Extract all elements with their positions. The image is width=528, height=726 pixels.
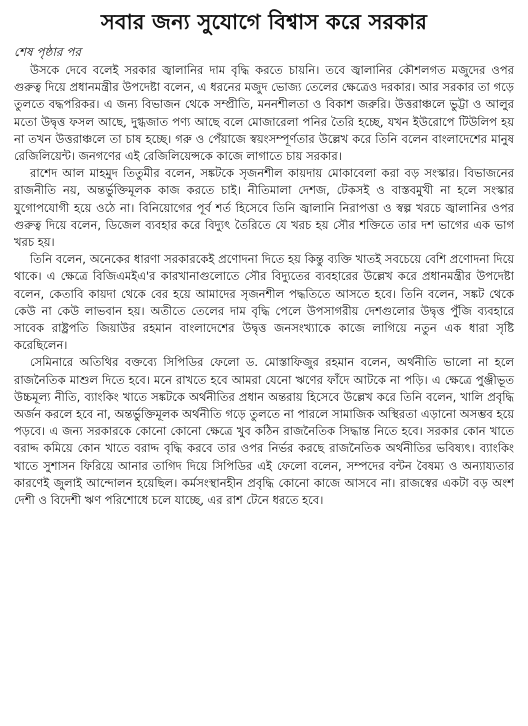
article-paragraph-1: উসকে দেবে বলেই সরকার জ্বালানির দাম বৃদ্ধি করতে চায়নি। তবে জ্বালানির কৌশলগত মজুদের ওপর গুরুত্ব দিয়ে প্রধানমন্ত্রীর উপদেষ্টা বলেন, এ ধরনের মজুদ ভোজ্য তেলের ক্ষেত্রেও দরকার। আর সরকার তা গড়ে তুলতে বদ্ধপরিকর। এ জন্য বিভাজন থেকে সম্প্রীতি, মননশীলতা ও বিকাশ জরুরি। উত্তরাঞ্চলে ভুট্টা ও আলুর মতো উদ্বৃত্ত ফসল আছে, দুগ্ধজাত পণ্য আছে বলে মোজারেলা পনির তৈরি হচ্ছে, যখন ইউরোপে টিউলিপ হয় না তখন উত্তরাঞ্চলে তা চাষ হচ্ছে। গরু ও পেঁয়াজে স্বয়ংসম্পূর্ণতার উল্লেখ করে তিনি বলেন বাংলাদেশের মানুষ রেজিলিয়েন্ট। জনগণের এই রেজিলিয়েন্সকে কাজে লাগাতে চায় সরকার। <box>14 63 514 164</box>
article-paragraph-3: তিনি বলেন, অনেকের ধারণা সরকারকেই প্রণোদনা দিতে হয় কিন্তু ব্যক্তি খাতই সবচেয়ে বেশি প্রণোদনা দিয়ে থাকে। এ ক্ষেত্রে বিজিএমইএ'র কারখানাগুলোতে সৌর বিদ্যুতের ব্যবহারের উল্লেখ করে প্রধানমন্ত্রীর উপদেষ্টা বলেন, কেতাবি কায়দা থেকে বের হয়ে আমাদের সৃজনশীল পদ্ধতিতে আসতে হবে। তিনি বলেন, সঙ্কট থেকে কেউ না কেউ লাভবান হয়। অতীতে তেলের দাম বৃদ্ধি পেলে উপসাগরীয় দেশগুলোর উদ্বৃত্ত পুঁজি ব্যবহারে সাবেক রাষ্ট্রপতি জিয়াউর রহমান বাংলাদেশের উদ্বৃত্ত জনসংখ্যাকে কাজে লাগিয়ে নতুন এক ধারা সৃষ্টি করেছিলেন। <box>14 252 514 353</box>
article-body <box>14 62 514 509</box>
article-paragraph-4: সেমিনারে অতিথির বক্তব্যে সিপিডির ফেলো ড. মোস্তাফিজুর রহমান বলেন, অর্থনীতি ভালো না হলে রাজনৈতিক মাশুল দিতে হবে। মনে রাখতে হবে আমরা যেনো ঋণের ফাঁদে আটকে না পড়ি। এ ক্ষেত্রে পুঞ্জীভূত উচ্চমূল্য নীতি, ব্যাংকিং খাতে সঙ্কটকে অর্থনীতির প্রধান অন্তরায় হিসেবে উল্লেখ করে তিনি বলেন, খালি প্রবৃদ্ধি অর্জন করলে হবে না, অন্তর্ভুক্তিমূলক অর্থনীতি গড়ে তুলতে না পারলে সামাজিক অস্থিরতা এড়ানো অসম্ভব হয়ে পড়বে। এ জন্য সরকারকে কোনো কোনো ক্ষেত্রে খুব কঠিন রাজনৈতিক সিদ্ধান্ত নিতে হবে। সরকার কোন খাতে বরাদ্দ কমিয়ে কোন খাতে বরাদ্দ বৃদ্ধি করবে তার ওপর নির্ভর করছে রাজনৈতিক অর্থনীতির ভবিষ্যৎ। ব্যাংকিং খাতে সুশাসন ফিরিয়ে আনার তাগিদ দিয়ে সিপিডির এই ফেলো বলেন, সম্পদের বন্টন বৈষম্য ও অন্যায্যতার কারণেই জুলাই আন্দোলন হয়েছিল। কর্মসংস্থানহীন প্রবৃদ্ধি কোনো কাজে আসবে না। রাজস্বের একটা বড় অংশ দেশী ও বিদেশী ঋণ পরিশোধে চলে যাচ্ছে, এর রাশ টেনে ধরতে হবে। <box>14 355 514 508</box>
article-paragraph-2: রাশেদ আল মাহমুদ তিতুমীর বলেন, সঙ্কটকে সৃজনশীল কায়দায় মোকাবেলা করা বড় সংস্কার। বিভাজনের রাজনীতি নয়, অন্তর্ভুক্তিমূলক কাজ করতে চাই। নীতিমালা দেশজ, টেকসই ও বাস্তবমুখী না হলে সংস্কার যুগোপযোগী হয়ে ওঠে না। বিনিয়োগের পূর্ব শর্ত হিসেবে তিনি জ্বালানি নিরাপত্তা ও স্বল্প খরচে জ্বালানির ওপর গুরুত্ব দিয়ে বলেন, ডিজেল ব্যবহার করে বিদ্যুৎ তৈরিতে যে খরচ হয় সৌর শক্তিতে তার দশ ভাগের এক ভাগ খরচ হয়। <box>14 166 514 250</box>
continued-from-label: শেষ পৃষ্ঠার পর <box>14 45 82 59</box>
article-headline: সবার জন্য সুযোগে বিশ্বাস করে সরকার <box>100 10 428 34</box>
